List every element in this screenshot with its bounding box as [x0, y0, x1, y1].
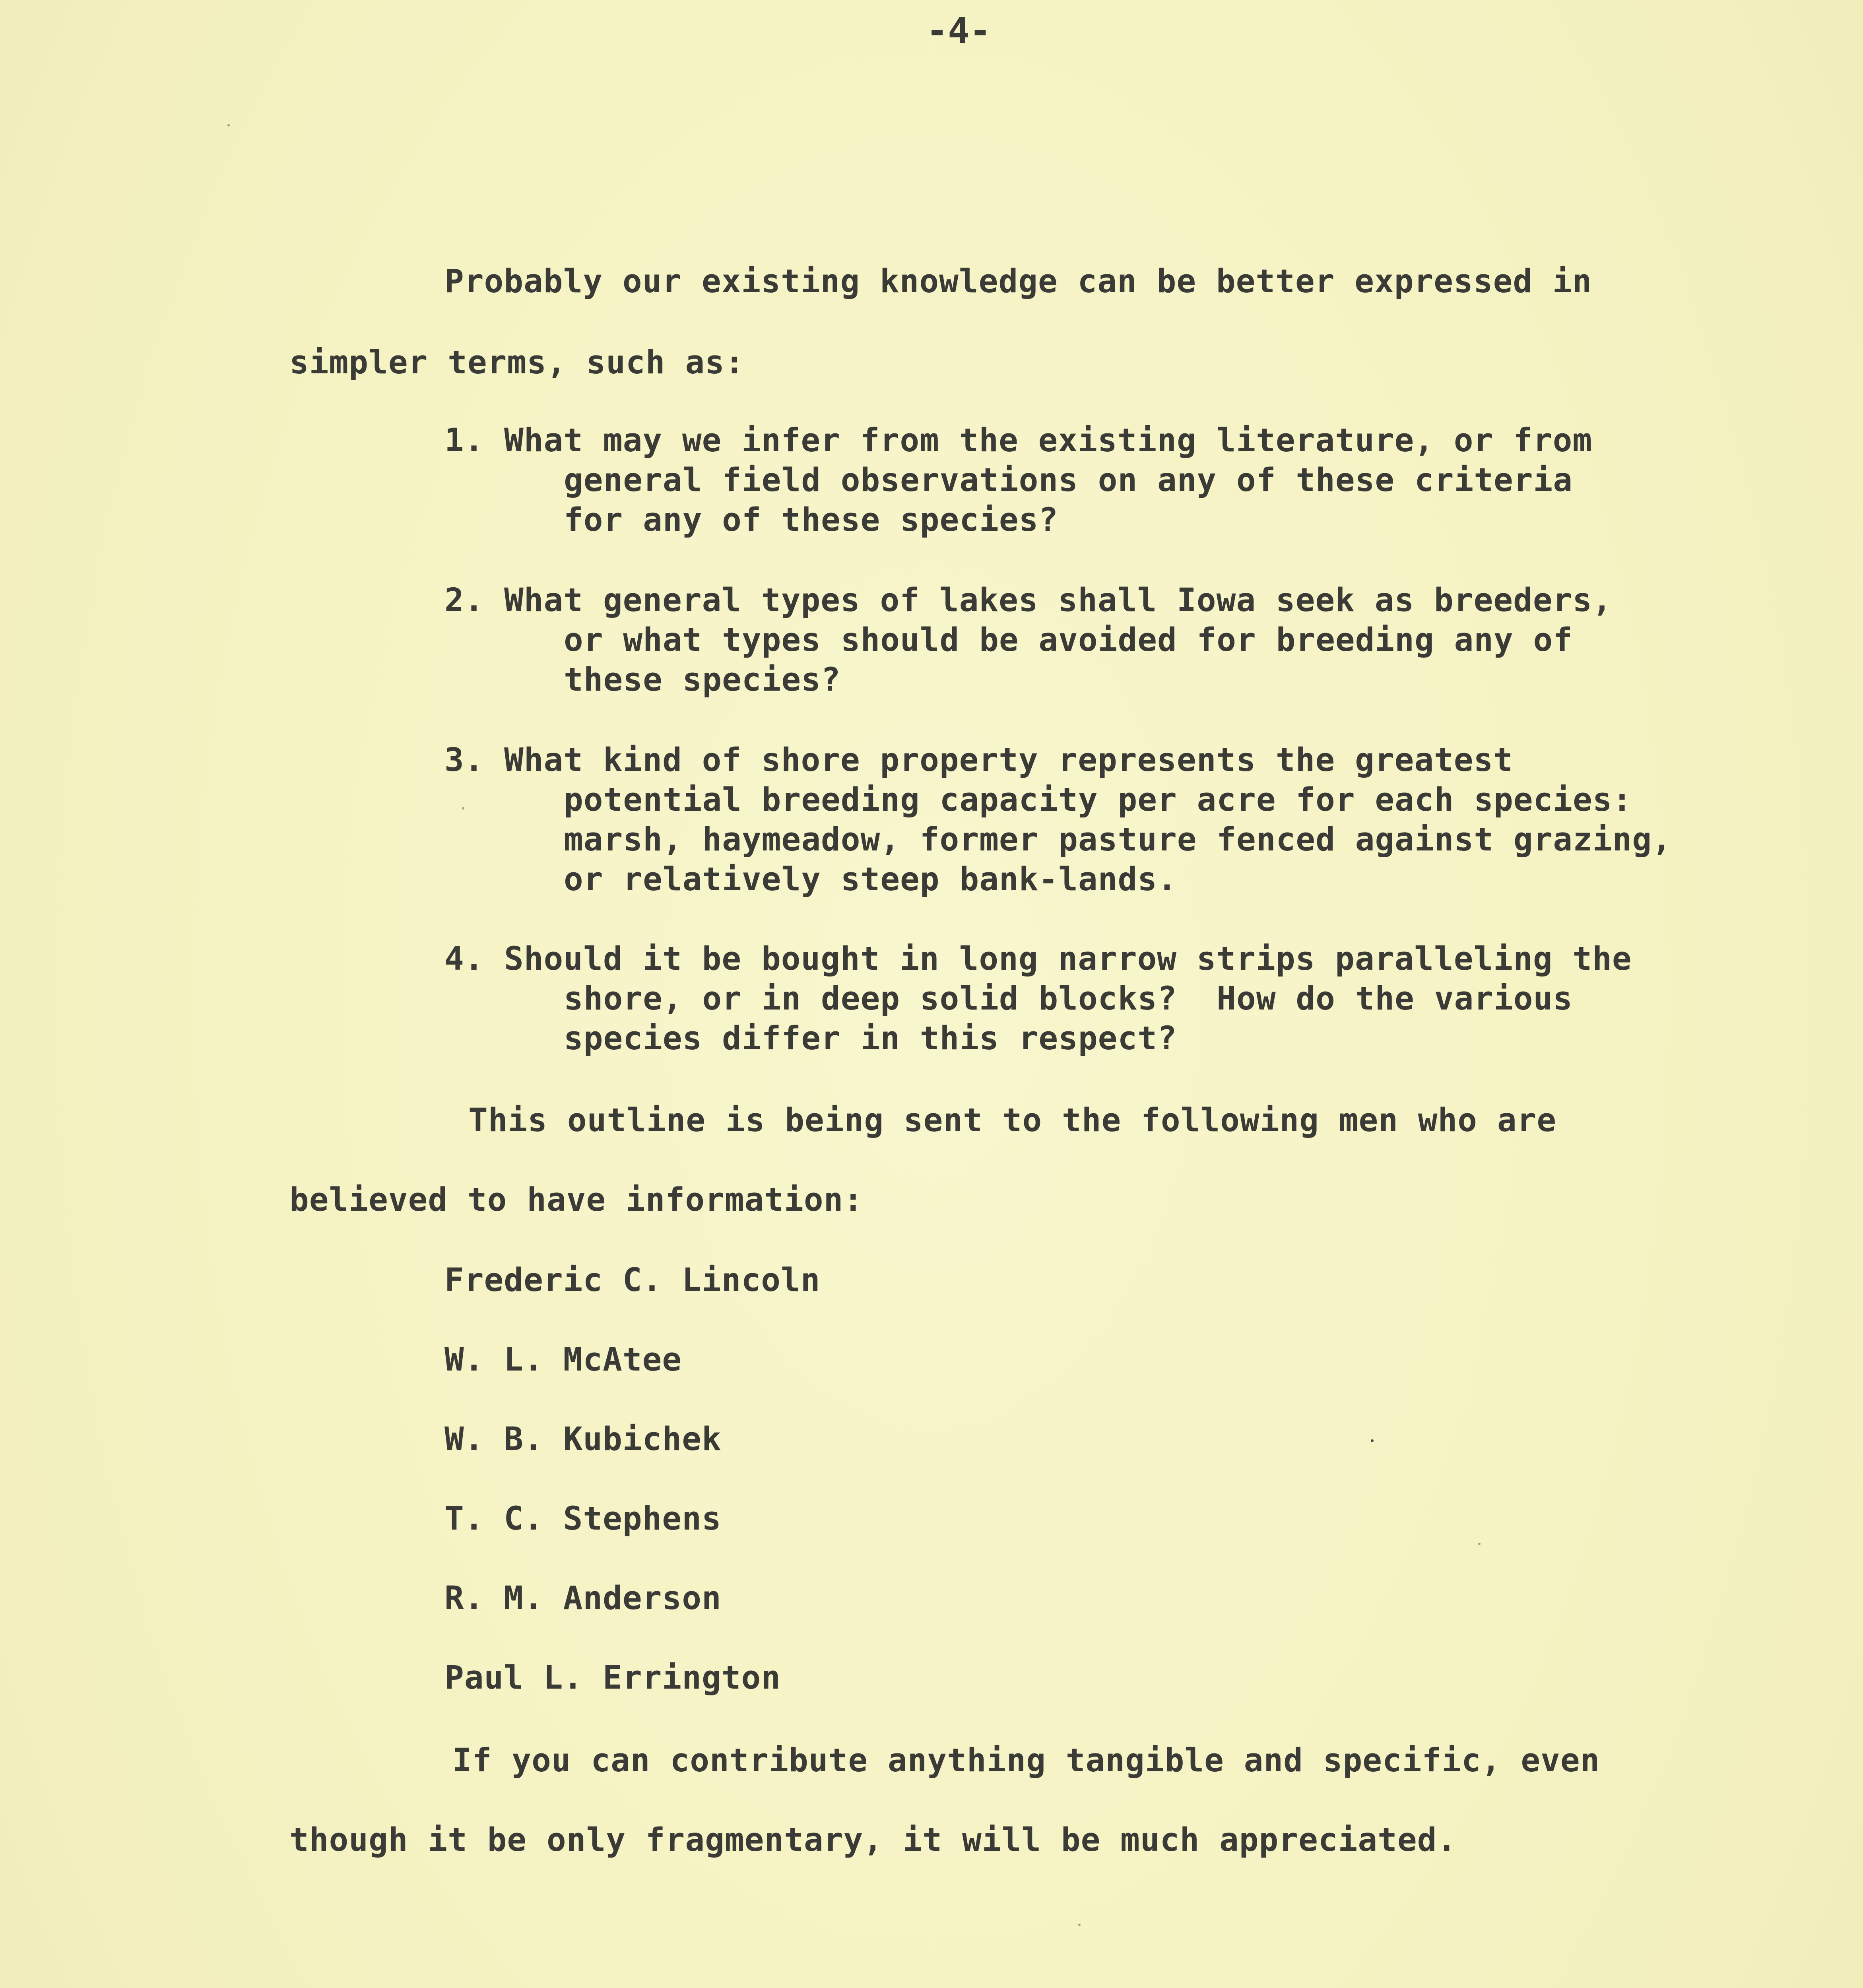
paper-speck — [227, 124, 230, 126]
question-2-number: 2. — [444, 582, 484, 619]
paper-speck — [1478, 1543, 1481, 1545]
recipient-4: T. C. Stephens — [444, 1500, 722, 1538]
closing-line-2: though it be only fragmentary, it will be much appreciated. — [289, 1821, 1457, 1859]
question-4-line-2: shore, or in deep solid blocks? How do the various — [564, 980, 1573, 1017]
question-3-line-2: potential breeding capacity per acre for each species: — [564, 781, 1632, 819]
question-1-line-2: general field observations on any of these criteria — [564, 462, 1573, 499]
question-3-line-4: or relatively steep bank-lands. — [564, 861, 1177, 898]
question-1-number: 1. — [444, 422, 484, 459]
outline-line-1: This outline is being sent to the following men who are — [468, 1102, 1557, 1139]
recipient-1: Frederic C. Lincoln — [444, 1262, 821, 1299]
paper-speck — [462, 807, 464, 810]
outline-line-2: believed to have information: — [289, 1181, 864, 1219]
recipient-6: Paul L. Errington — [444, 1659, 781, 1697]
intro-line-1: Probably our existing knowledge can be better expressed in — [444, 263, 1592, 300]
page-number: -4- — [926, 10, 991, 52]
recipient-3: W. B. Kubichek — [444, 1421, 722, 1458]
question-2-line-3: these species? — [564, 661, 841, 699]
question-2-line-2: or what types should be avoided for breeding any of — [564, 621, 1573, 659]
intro-line-2: simpler terms, such as: — [289, 344, 745, 381]
question-3-number: 3. — [444, 742, 484, 779]
question-3-line-3: marsh, haymeadow, former pasture fenced against grazing, — [564, 821, 1672, 858]
question-2-line-1: What general types of lakes shall Iowa seek as breeders, — [504, 582, 1612, 619]
recipient-5: R. M. Anderson — [444, 1580, 722, 1617]
question-4-line-1: Should it be bought in long narrow strips paralleling the — [504, 940, 1632, 978]
question-4-number: 4. — [444, 940, 484, 978]
closing-line-1: If you can contribute anything tangible and specific, even — [452, 1742, 1600, 1779]
question-4-line-3: species differ in this respect? — [564, 1020, 1177, 1057]
question-1-line-3: for any of these species? — [564, 501, 1059, 539]
question-1-line-1: What may we infer from the existing literature, or from — [504, 422, 1593, 459]
question-3-line-1: What kind of shore property represents the greatest — [504, 742, 1514, 779]
paper-speck — [1078, 1924, 1081, 1926]
recipient-2: W. L. McAtee — [444, 1341, 682, 1378]
paper-speck — [1371, 1439, 1374, 1442]
